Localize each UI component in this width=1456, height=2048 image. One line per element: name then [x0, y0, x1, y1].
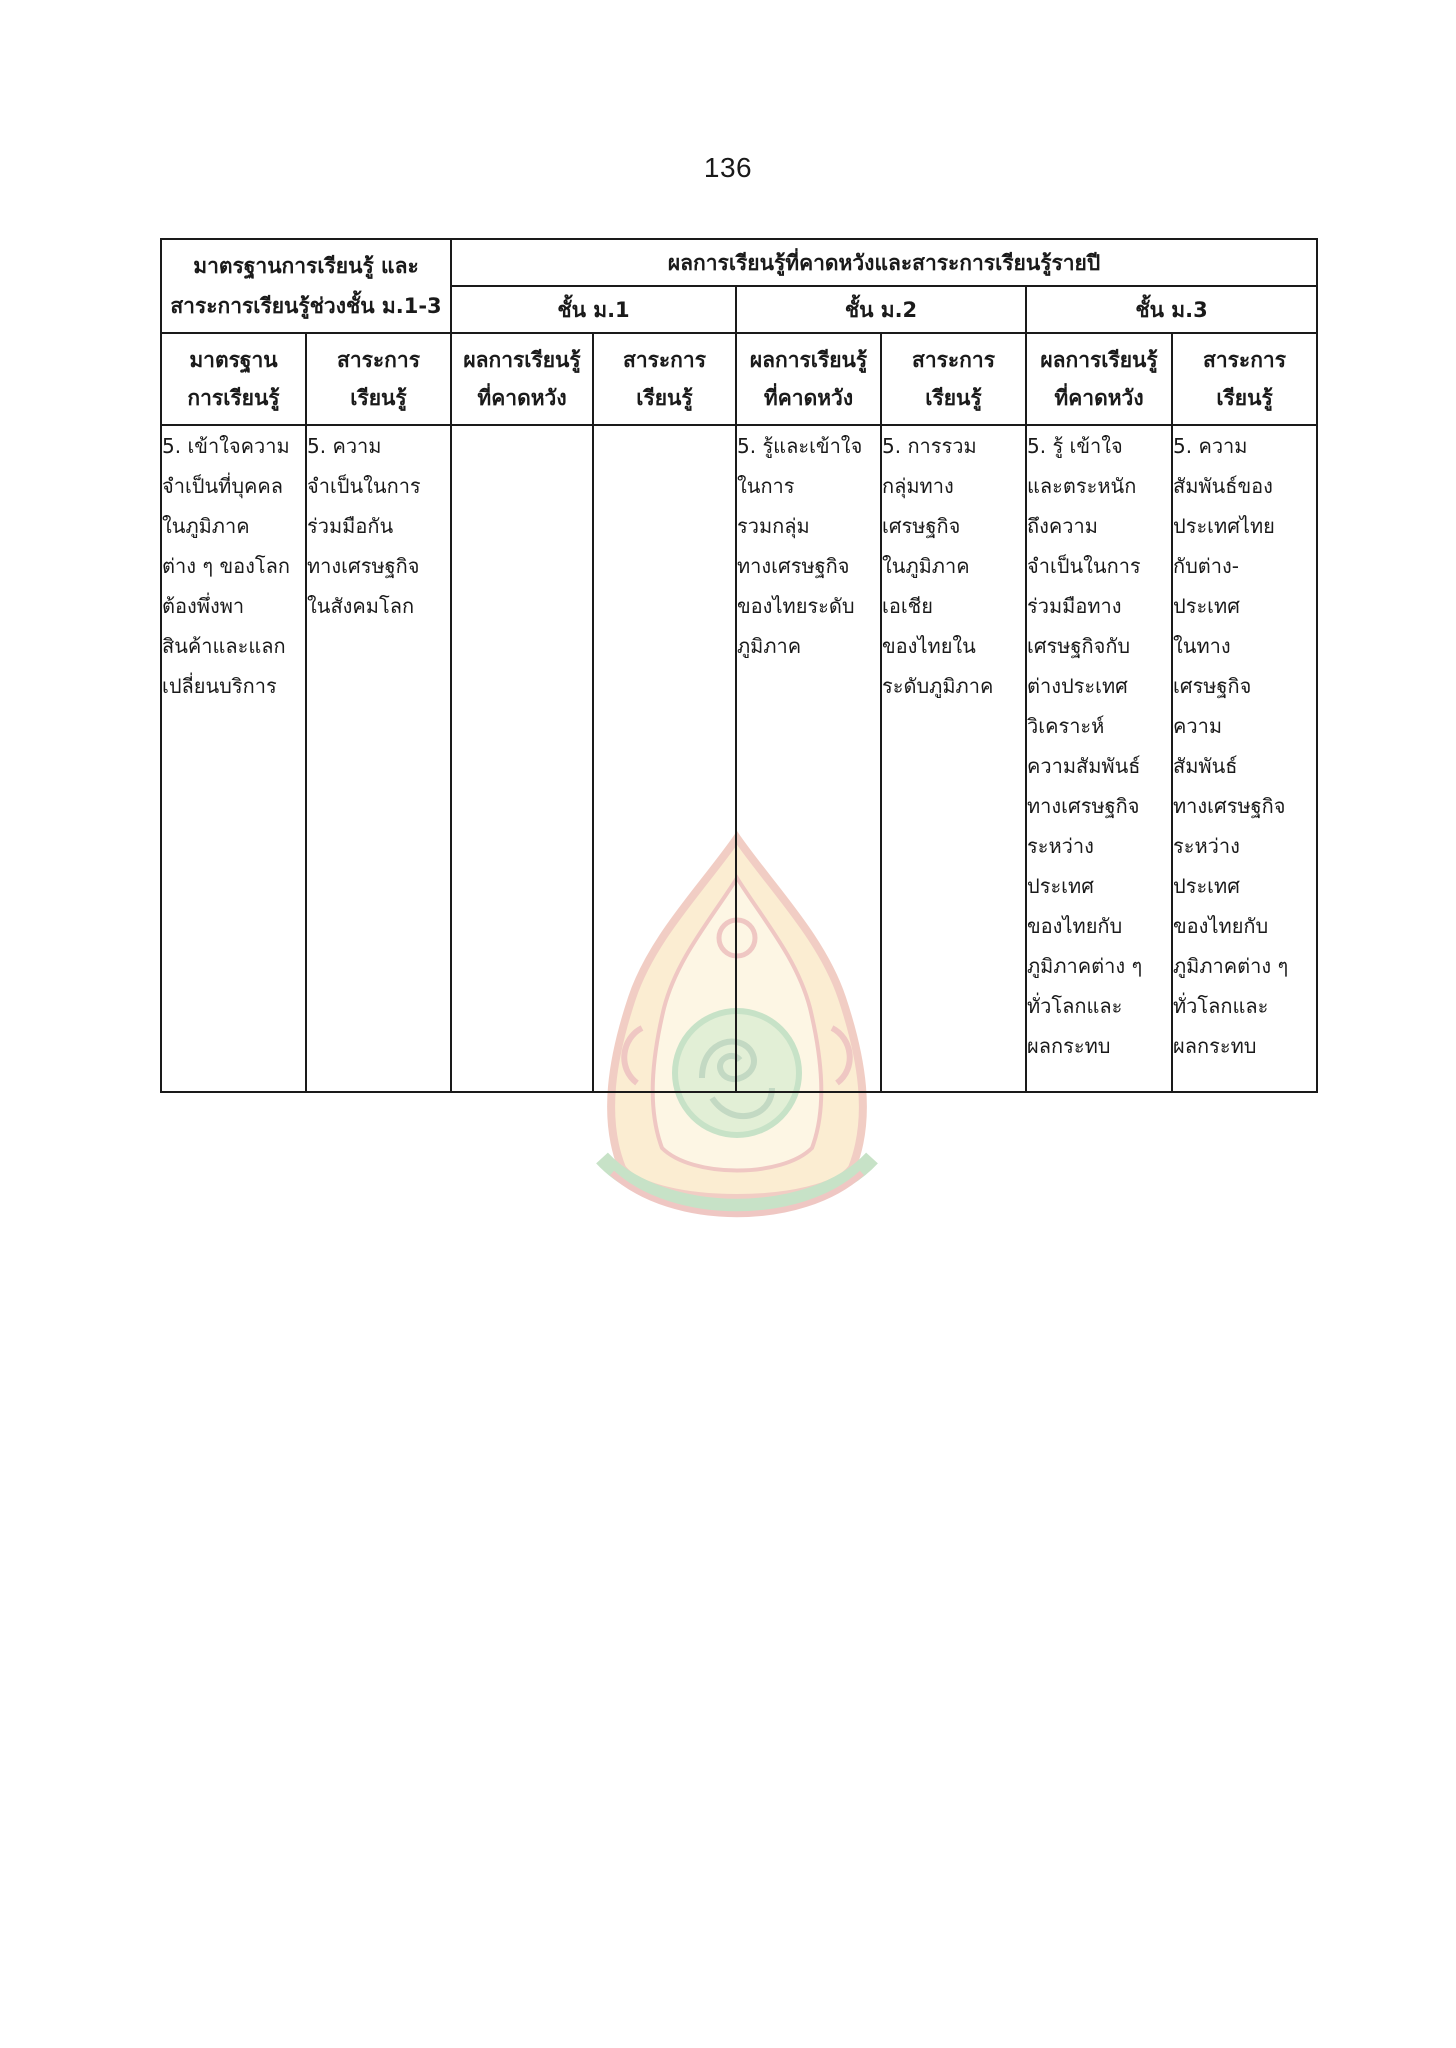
- subheader-line1: ผลการเรียนรู้: [749, 348, 868, 372]
- header-standards-and-content: [161, 239, 451, 333]
- cell-content: [306, 425, 451, 1092]
- cell-m1-content: [593, 425, 736, 1092]
- subheader-line1: ผลการเรียนรู้: [1040, 348, 1158, 372]
- curriculum-table: [160, 238, 1318, 1093]
- subheader-line1: มาตรฐาน: [189, 348, 278, 372]
- subheader-m1-outcome: [451, 333, 593, 425]
- cell-text: 5. รู้และเข้าใจ ในการ รวมกลุ่ม ทางเศรษฐกิจ ของไทยระดับ ภูมิภาค: [737, 434, 863, 658]
- subheader-m3-content: [1172, 333, 1317, 425]
- grade-header-m1: ชั้น ม.1: [451, 286, 736, 333]
- cell-text: 5. ความ สัมพันธ์ของ ประเทศไทย กับต่าง- ประเทศ ในทาง เศรษฐกิจ ความ สัมพันธ์ ทางเศรษฐกิจ ระหว่าง ประเทศ ของไทยกับ ภูมิภาคต่าง ๆ ทั่วโลกและ ผลกระทบ: [1173, 434, 1289, 1058]
- cell-text: 5. เข้าใจความ จำเป็นที่บุคคล ในภูมิภาค ต่าง ๆ ของโลก ต้องพึ่งพา สินค้าและแลก เปลี่ยนบริการ: [162, 434, 290, 698]
- cell-standard: [161, 425, 306, 1092]
- subheader-m3-outcome: [1026, 333, 1172, 425]
- grade-header-m3: ชั้น ม.3: [1026, 286, 1317, 333]
- grade-header-m2: ชั้น ม.2: [736, 286, 1026, 333]
- header-expected-outcomes: ผลการเรียนรู้ที่คาดหวังและสาระการเรียนรู้รายปี: [451, 239, 1317, 286]
- subheader-line2: เรียนรู้: [1216, 386, 1273, 410]
- subheader-line1: ผลการเรียนรู้: [463, 348, 581, 372]
- subheader-line2: ที่คาดหวัง: [477, 386, 567, 410]
- cell-m1-outcome: [451, 425, 593, 1092]
- subheader-line2: ที่คาดหวัง: [1054, 386, 1144, 410]
- cell-text: 5. การรวม กลุ่มทาง เศรษฐกิจ ในภูมิภาค เอเชีย ของไทยใน ระดับภูมิภาค: [882, 434, 994, 698]
- subheader-line1: สาระการ: [337, 348, 420, 372]
- subheader-line2: เรียนรู้: [925, 386, 982, 410]
- page-number: 136: [703, 152, 753, 183]
- subheader-line2: เรียนรู้: [636, 386, 693, 410]
- header-left-line1: มาตรฐานการเรียนรู้ และ: [193, 254, 419, 278]
- cell-m3-outcome: [1026, 425, 1172, 1092]
- subheader-standard: [161, 333, 306, 425]
- subheader-line1: สาระการ: [1203, 348, 1287, 372]
- cell-text: 5. รู้ เข้าใจ และตระหนัก ถึงความ จำเป็นในการ ร่วมมือทาง เศรษฐกิจกับ ต่างประเทศ วิเคราะห์ ความสัมพันธ์ ทางเศรษฐกิจ ระหว่าง ประเทศ ของไทยกับ ภูมิภาคต่าง ๆ ทั่วโลกและ ผลกระทบ: [1027, 434, 1143, 1058]
- subheader-m2-outcome: [736, 333, 881, 425]
- subheader-m1-content: [593, 333, 736, 425]
- cell-m2-outcome: [736, 425, 881, 1092]
- subheader-line1: สาระการ: [912, 348, 995, 372]
- cell-text: 5. ความ จำเป็นในการ ร่วมมือกัน ทางเศรษฐกิจ ในสังคมโลก: [307, 434, 421, 618]
- subheader-line1: สาระการ: [623, 348, 706, 372]
- header-left-line2: สาระการเรียนรู้ช่วงชั้น ม.1-3: [170, 294, 442, 318]
- subheader-line2: ที่คาดหวัง: [763, 386, 854, 410]
- subheader-line2: เรียนรู้: [350, 386, 407, 410]
- subheader-m2-content: [881, 333, 1026, 425]
- cell-m3-content: [1172, 425, 1317, 1092]
- cell-m2-content: [881, 425, 1026, 1092]
- subheader-content: [306, 333, 451, 425]
- subheader-line2: การเรียนรู้: [187, 386, 280, 410]
